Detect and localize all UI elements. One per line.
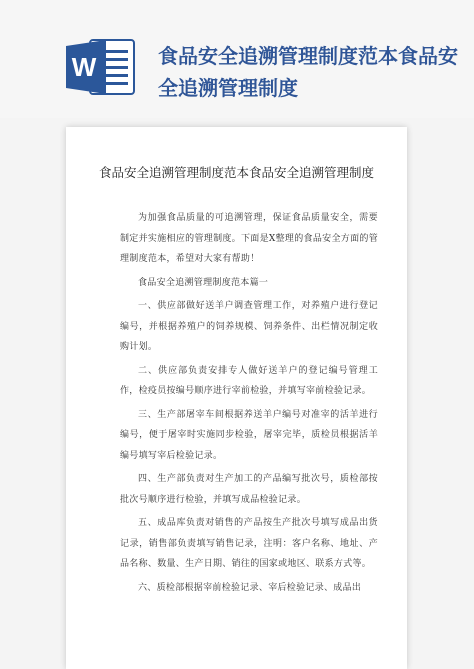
document-title: 食品安全追溯管理制度范本食品安全追溯管理制度: [98, 165, 374, 180]
section-heading: 食品安全追溯管理制度范本篇一: [138, 277, 269, 288]
paragraph-3: 三、生产部屠宰车间根据养送羊户编号对准宰的活羊进行编号，便于屠宰时实施同步检验，屠宰完毕，质检员根据活羊编号填写宰后检验记录。: [120, 409, 378, 461]
document-body: [120, 208, 378, 598]
paragraph-2: 二、供应部负责安排专人做好送羊户的登记编号管理工作，检疫员按编号顺序进行宰前检验，并填写宰前检验记录。: [120, 365, 378, 396]
paragraph-6: 六、质检部根据宰前检验记录、宰后检验记录、成品出: [138, 582, 362, 593]
document-page: [66, 127, 407, 669]
paragraph-5: 五、成品库负责对销售的产品按生产批次号填写成品出货记录，销售部负责填写销售记录，注明：客户名称、地址、产品名称、数量、生产日期、销往的国家或地区、联系方式等。: [120, 518, 378, 569]
document-banner: [0, 0, 474, 118]
paragraph-4: 四、生产部负责对生产加工的产品编写批次号，质检部按批次号顺序进行检验，并填写成品检验记录。: [120, 474, 378, 505]
paragraph-1: 一、供应部做好送羊户调查管理工作，对养殖户进行登记编号，并根据养殖户的饲养规模、饲养条件、出栏情况制定收购计划。: [120, 301, 378, 352]
svg-text:W: W: [71, 52, 97, 82]
banner-title: 食品安全追溯管理制度范本食品安全追溯管理制度: [158, 44, 458, 100]
paragraph-intro: 为加强食品质量的可追溯管理，保证食品质量安全，需要制定并实施相应的管理制度。下面是X整理的食品安全方面的管理制度范本，希望对大家有帮助！: [120, 213, 378, 264]
word-icon: [66, 38, 136, 96]
